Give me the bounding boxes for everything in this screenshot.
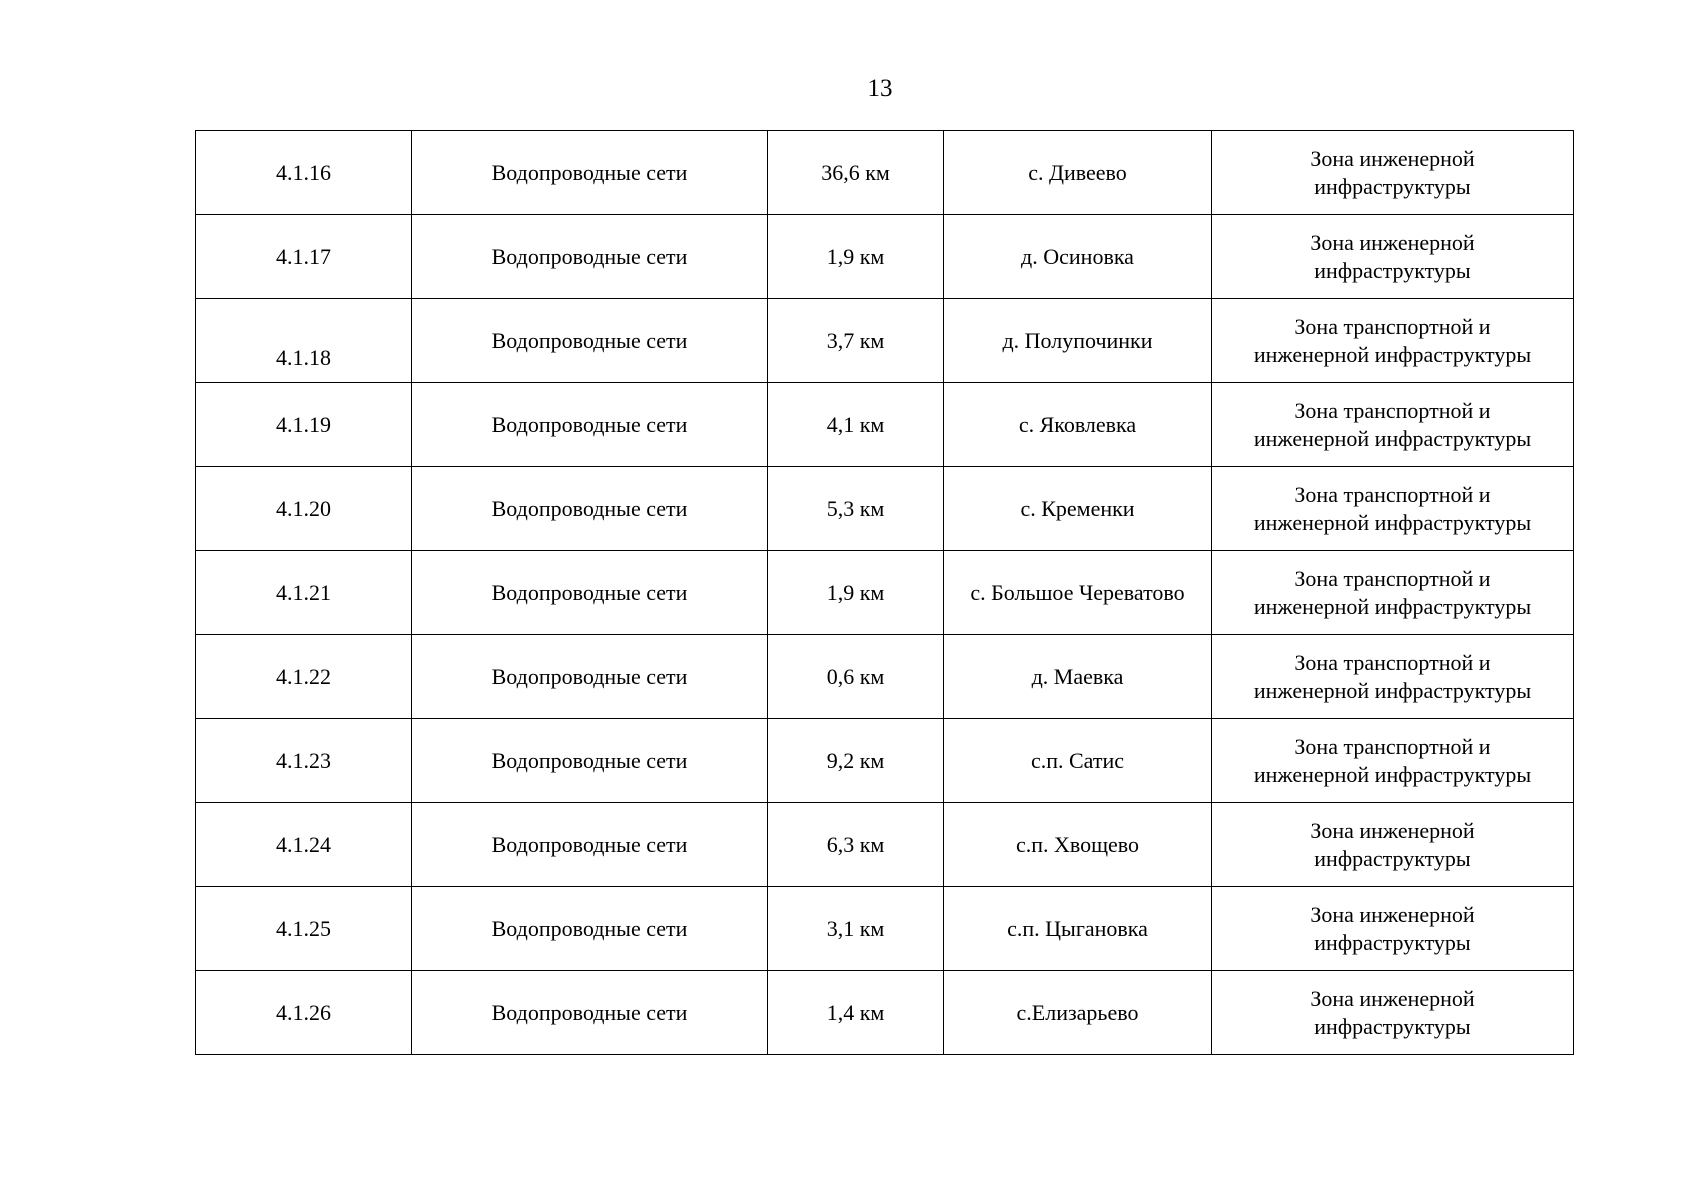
zone-line: Зона транспортной и	[1294, 313, 1491, 339]
object-name-cell: Водопроводные сети	[412, 635, 768, 719]
length-cell: 9,2 км	[768, 719, 944, 803]
row-number-cell: 4.1.21	[196, 551, 412, 635]
location-cell: с. Кременки	[944, 467, 1212, 551]
object-name-cell: Водопроводные сети	[412, 719, 768, 803]
table-row	[196, 551, 1574, 635]
zone-line: Зона инженерной	[1310, 985, 1475, 1011]
zone-line: Зона инженерной	[1310, 229, 1475, 255]
object-name-cell: Водопроводные сети	[412, 383, 768, 467]
length-cell: 36,6 км	[768, 131, 944, 215]
length-cell: 3,1 км	[768, 887, 944, 971]
zone-cell	[1212, 635, 1574, 719]
zone-line: Зона инженерной	[1310, 817, 1475, 843]
location-cell: д. Осиновка	[944, 215, 1212, 299]
table-row	[196, 467, 1574, 551]
object-name-cell: Водопроводные сети	[412, 215, 768, 299]
object-name-cell: Водопроводные сети	[412, 299, 768, 383]
row-number-cell: 4.1.26	[196, 971, 412, 1055]
length-cell: 0,6 км	[768, 635, 944, 719]
zone-line: инженерной инфраструктуры	[1253, 593, 1532, 619]
zone-line: инженерной инфраструктуры	[1253, 677, 1532, 703]
object-name-cell: Водопроводные сети	[412, 971, 768, 1055]
table-row	[196, 215, 1574, 299]
zone-line: инфраструктуры	[1314, 929, 1471, 955]
location-cell: с.п. Сатис	[944, 719, 1212, 803]
table-body	[196, 131, 1574, 1055]
zone-cell	[1212, 131, 1574, 215]
table-row	[196, 383, 1574, 467]
zone-cell	[1212, 467, 1574, 551]
zone-cell	[1212, 971, 1574, 1055]
table-row	[196, 635, 1574, 719]
zone-line: инженерной инфраструктуры	[1253, 425, 1532, 451]
zone-line: инфраструктуры	[1314, 1013, 1471, 1039]
length-cell: 5,3 км	[768, 467, 944, 551]
zone-line: инфраструктуры	[1314, 845, 1471, 871]
row-number-cell: 4.1.23	[196, 719, 412, 803]
location-cell: с. Яковлевка	[944, 383, 1212, 467]
object-name-cell: Водопроводные сети	[412, 551, 768, 635]
table-row	[196, 971, 1574, 1055]
row-number-cell: 4.1.20	[196, 467, 412, 551]
length-cell: 1,9 км	[768, 551, 944, 635]
length-cell: 1,4 км	[768, 971, 944, 1055]
page-number: 13	[867, 75, 893, 102]
zone-cell	[1212, 887, 1574, 971]
table-row	[196, 299, 1574, 383]
object-name-cell: Водопроводные сети	[412, 467, 768, 551]
table-row	[196, 131, 1574, 215]
zone-line: Зона транспортной и	[1294, 397, 1491, 423]
zone-cell	[1212, 215, 1574, 299]
length-cell: 1,9 км	[768, 215, 944, 299]
table-row	[196, 719, 1574, 803]
zone-line: инфраструктуры	[1314, 257, 1471, 283]
row-number-cell: 4.1.24	[196, 803, 412, 887]
location-cell: с.Елизарьево	[944, 971, 1212, 1055]
location-cell: с. Большое Череватово	[944, 551, 1212, 635]
zone-cell	[1212, 299, 1574, 383]
row-number-cell: 4.1.17	[196, 215, 412, 299]
zone-line: инженерной инфраструктуры	[1253, 509, 1532, 535]
row-number-cell: 4.1.25	[196, 887, 412, 971]
table-row	[196, 887, 1574, 971]
zone-line: инфраструктуры	[1314, 173, 1471, 199]
location-cell: с. Дивеево	[944, 131, 1212, 215]
object-name-cell: Водопроводные сети	[412, 131, 768, 215]
object-name-cell: Водопроводные сети	[412, 887, 768, 971]
row-number-cell: 4.1.22	[196, 635, 412, 719]
length-cell: 3,7 км	[768, 299, 944, 383]
zone-line: Зона инженерной	[1310, 901, 1475, 927]
row-number-cell: 4.1.16	[196, 131, 412, 215]
location-cell: с.п. Хвощево	[944, 803, 1212, 887]
location-cell: с.п. Цыгановка	[944, 887, 1212, 971]
network-table	[195, 130, 1574, 1055]
zone-line: Зона транспортной и	[1294, 565, 1491, 591]
zone-line: Зона транспортной и	[1294, 481, 1491, 507]
zone-line: Зона инженерной	[1310, 145, 1475, 171]
zone-cell	[1212, 803, 1574, 887]
row-number-cell: 4.1.19	[196, 383, 412, 467]
zone-cell	[1212, 383, 1574, 467]
location-cell: д. Маевка	[944, 635, 1212, 719]
zone-cell	[1212, 719, 1574, 803]
length-cell: 6,3 км	[768, 803, 944, 887]
zone-line: Зона транспортной и	[1294, 649, 1491, 675]
zone-line: инженерной инфраструктуры	[1253, 761, 1532, 787]
table-row	[196, 803, 1574, 887]
zone-cell	[1212, 551, 1574, 635]
location-cell: д. Полупочинки	[944, 299, 1212, 383]
length-cell: 4,1 км	[768, 383, 944, 467]
object-name-cell: Водопроводные сети	[412, 803, 768, 887]
zone-line: инженерной инфраструктуры	[1253, 341, 1532, 367]
zone-line: Зона транспортной и	[1294, 733, 1491, 759]
row-number-cell: 4.1.18	[196, 299, 412, 383]
